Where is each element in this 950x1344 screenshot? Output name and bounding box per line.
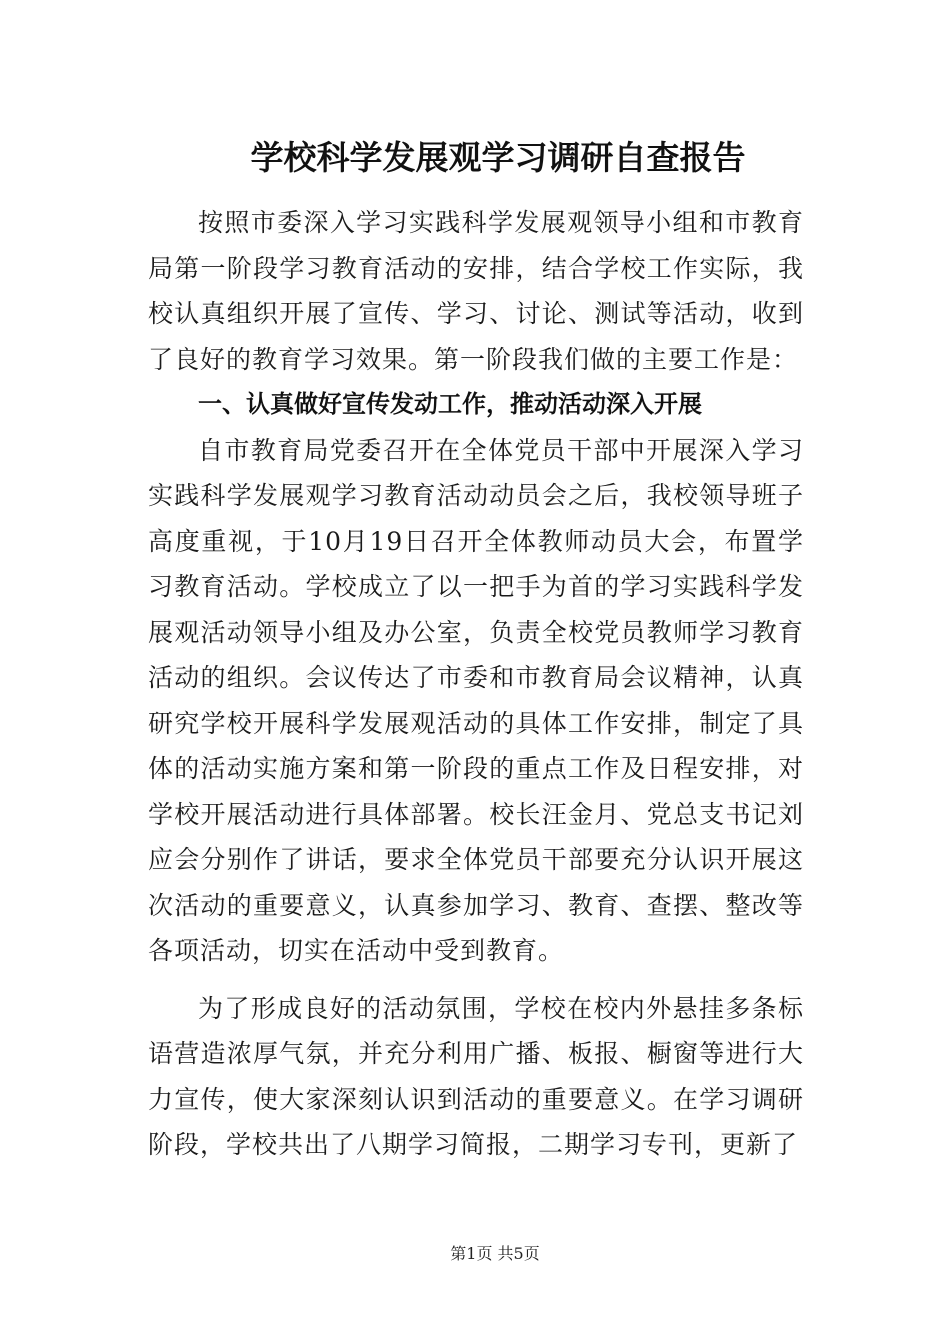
intro-paragraph: 按照市委深入学习实践科学发展观领导小组和市教育局第一阶段学习教育活动的安排，结合学校工作实际，我校认真组织开展了宣传、学习、讨论、测试等活动，收到了良好的教育学习效果。第一阶段我们做的主要工作是： <box>148 208 804 374</box>
section-paragraph-2: 为了形成良好的活动氛围，学校在校内外悬挂多条标语营造浓厚气氛，并充分利用广播、板报、橱窗等进行大力宣传，使大家深刻认识到活动的重要意义。在学习调研阶段，学校共出了八期学习简报，二期学习专刊，更新了 <box>148 993 804 1159</box>
section-paragraph-1: 自市教育局党委召开在全体党员干部中开展深入学习实践科学发展观学习教育活动动员会之后，我校领导班子高度重视，于10月19日召开全体教师动员大会，布置学习教育活动。学校成立了以一把手为首的学习实践科学发展观活动领导小组及办公室，负责全校党员教师学习教育活动的组织。会议传达了市委和市教育局会议精神，认真研究学校开展科学发展观活动的具体工作安排，制定了具体的活动实施方案和第一阶段的重点工作及日程安排，对学校开展活动进行具体部署。校长汪金月、党总支书记刘应会分别作了讲话，要求全体党员干部要充分认识开展这次活动的重要意义，认真参加学习、教育、查摆、整改等各项活动，切实在活动中受到教育。 <box>148 435 804 965</box>
document-title: 学校科学发展观学习调研自查报告 <box>250 138 746 177</box>
document-body <box>148 200 804 1168</box>
section-heading: 一、认真做好宣传发动工作，推动活动深入开展 <box>198 390 702 418</box>
page-number-footer: 第1页 共5页 <box>450 1244 540 1263</box>
